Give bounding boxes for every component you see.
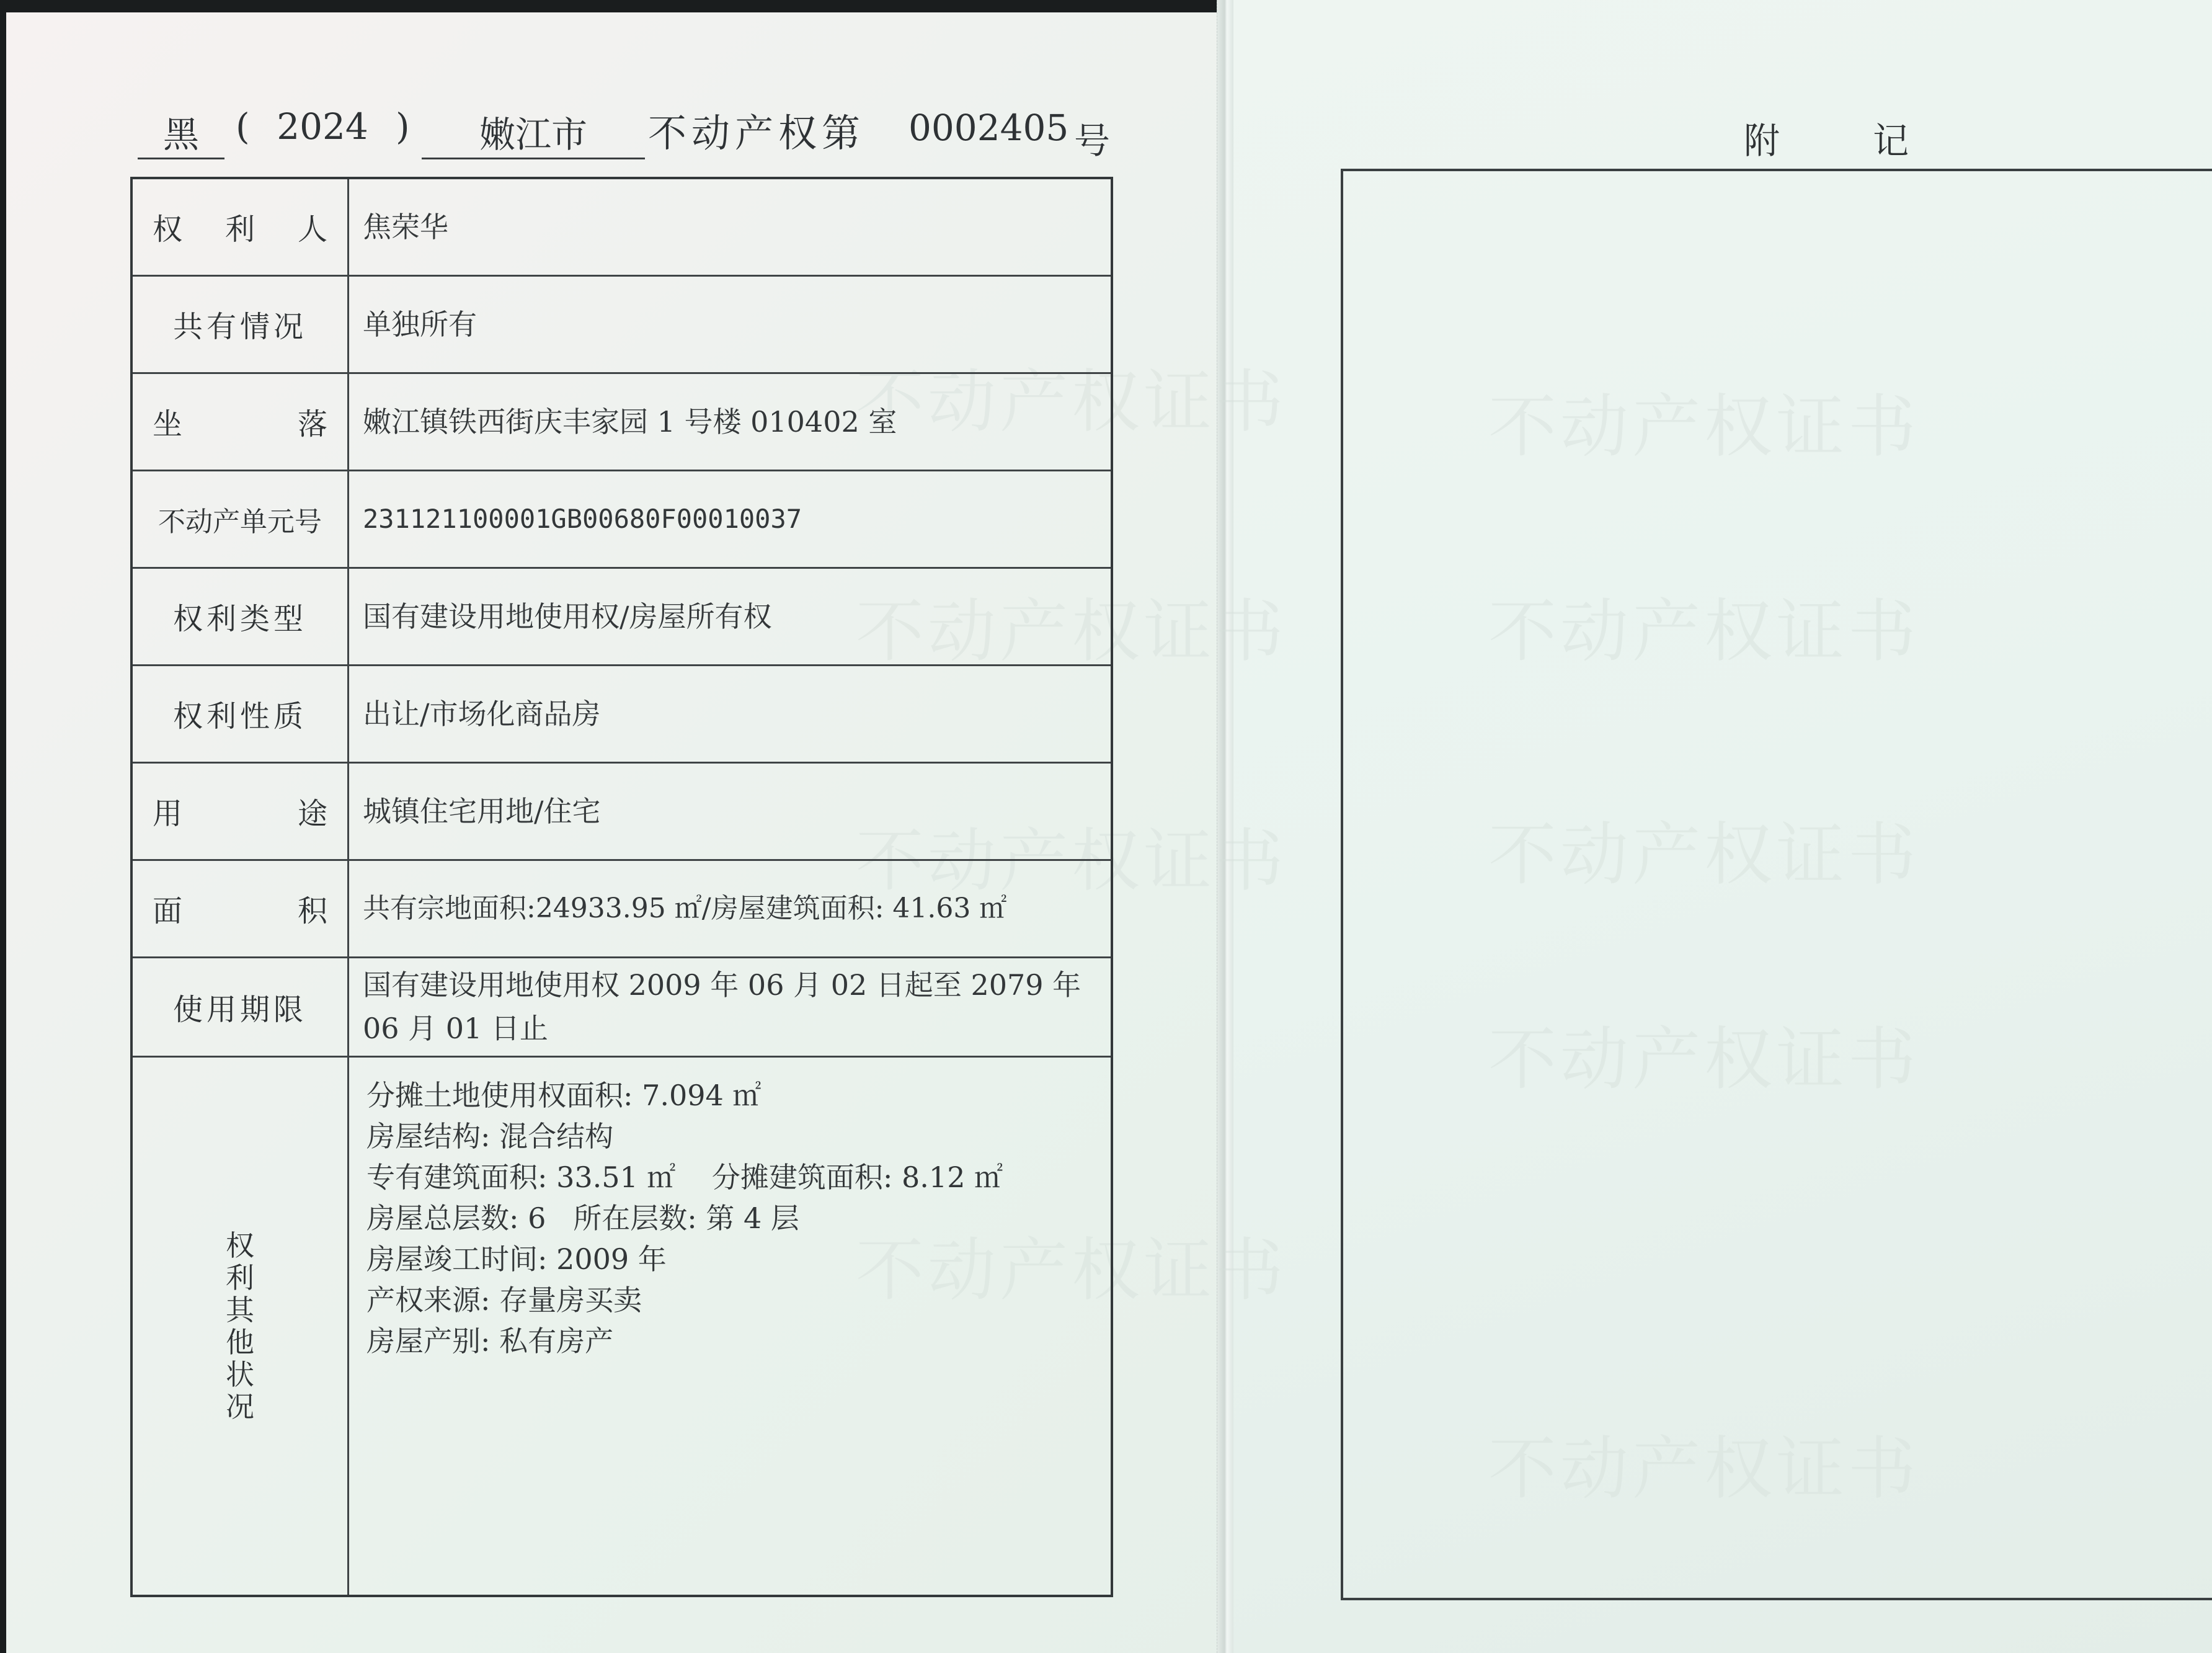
other-status-line: 房屋结构: 混合结构 [366, 1119, 614, 1153]
other-status-line: 产权来源: 存量房买卖 [366, 1283, 642, 1317]
label-char: 其 [226, 1293, 254, 1327]
row-value-term: 国有建设用地使用权 2009 年 06 月 02 日起至 2079 年 06 月 01 日止 [349, 957, 1113, 1056]
other-status-line: 房屋产别: 私有房产 [366, 1324, 614, 1358]
table-row [131, 568, 1112, 665]
row-value-right-type: 国有建设用地使用权/房屋所有权 [349, 568, 1113, 665]
header-year: 2024 [277, 105, 368, 148]
book-gutter [1217, 0, 1233, 1653]
table-row [131, 665, 1112, 762]
row-value-area: 共有宗地面积:24933.95 ㎡/房屋建筑面积: 41.63 ㎡ [349, 860, 1113, 957]
row-label: 不动产单元号 [131, 470, 349, 568]
watermark: 不动产权证书 [856, 1231, 1287, 1310]
annex-box [1341, 169, 2212, 1600]
other-status-line: 专有建筑面积: 33.51 ㎡ 分摊建筑面积: 8.12 ㎡ [366, 1160, 1003, 1194]
row-label: 坐落 [131, 373, 349, 470]
header-paren-open: ( [236, 105, 250, 148]
row-value-unit-number: 231121100001GB00680F00010037 [349, 470, 1113, 568]
table-row [131, 178, 1112, 275]
table-row [131, 275, 1112, 373]
other-status-label [131, 1056, 349, 1596]
watermark: 不动产权证书 [1488, 387, 1920, 466]
watermark: 不动产权证书 [1488, 1020, 1920, 1099]
label-char: 他 [226, 1325, 254, 1359]
label-char: 权 [226, 1228, 254, 1262]
row-label: 使用期限 [131, 957, 349, 1056]
header-title: 不动产权第 [648, 110, 866, 156]
row-label: 面积 [131, 860, 349, 957]
table-row-other-status [131, 1056, 1112, 1596]
label-char: 况 [226, 1389, 254, 1424]
row-value-owner: 焦荣华 [349, 178, 1113, 275]
table-row [131, 957, 1112, 1056]
header-paren-close: ) [396, 105, 410, 148]
header-city: 嫩江市 [422, 105, 645, 159]
table-row [131, 470, 1112, 568]
watermark: 不动产权证书 [856, 592, 1287, 671]
row-value-location: 嫩江镇铁西街庆丰家园 1 号楼 010402 室 [349, 373, 1113, 470]
row-label: 权利性质 [131, 665, 349, 762]
other-status-line: 房屋竣工时间: 2009 年 [366, 1242, 667, 1276]
row-label: 权利类型 [131, 568, 349, 665]
other-status-content [349, 1056, 1113, 1596]
watermark: 不动产权证书 [856, 362, 1287, 442]
label-char: 状 [226, 1357, 254, 1391]
other-status-line: 分摊土地使用权面积: 7.094 ㎡ [366, 1078, 762, 1112]
label-char: 利 [226, 1260, 254, 1294]
header-province: 黑 [138, 105, 224, 159]
watermark: 不动产权证书 [1488, 1429, 1920, 1508]
table-row [131, 373, 1112, 470]
property-info-table [130, 177, 1113, 1597]
row-label: 权利人 [131, 178, 349, 275]
watermark: 不动产权证书 [1488, 815, 1920, 894]
table-row [131, 860, 1112, 957]
watermark: 不动产权证书 [856, 821, 1287, 901]
header-suffix: 号 [1074, 120, 1111, 162]
row-value-ownership: 单独所有 [349, 275, 1113, 373]
row-label: 共有情况 [131, 275, 349, 373]
watermark: 不动产权证书 [1488, 592, 1920, 671]
row-value-usage: 城镇住宅用地/住宅 [349, 762, 1113, 860]
header-certificate-number: 0002405 [908, 107, 1069, 149]
table-row [131, 762, 1112, 860]
annex-title: 附记 [1744, 120, 2002, 162]
row-value-right-nature: 出让/市场化商品房 [349, 665, 1113, 762]
other-status-line: 房屋总层数: 6 所在层数: 第 4 层 [366, 1201, 799, 1235]
row-label: 用途 [131, 762, 349, 860]
